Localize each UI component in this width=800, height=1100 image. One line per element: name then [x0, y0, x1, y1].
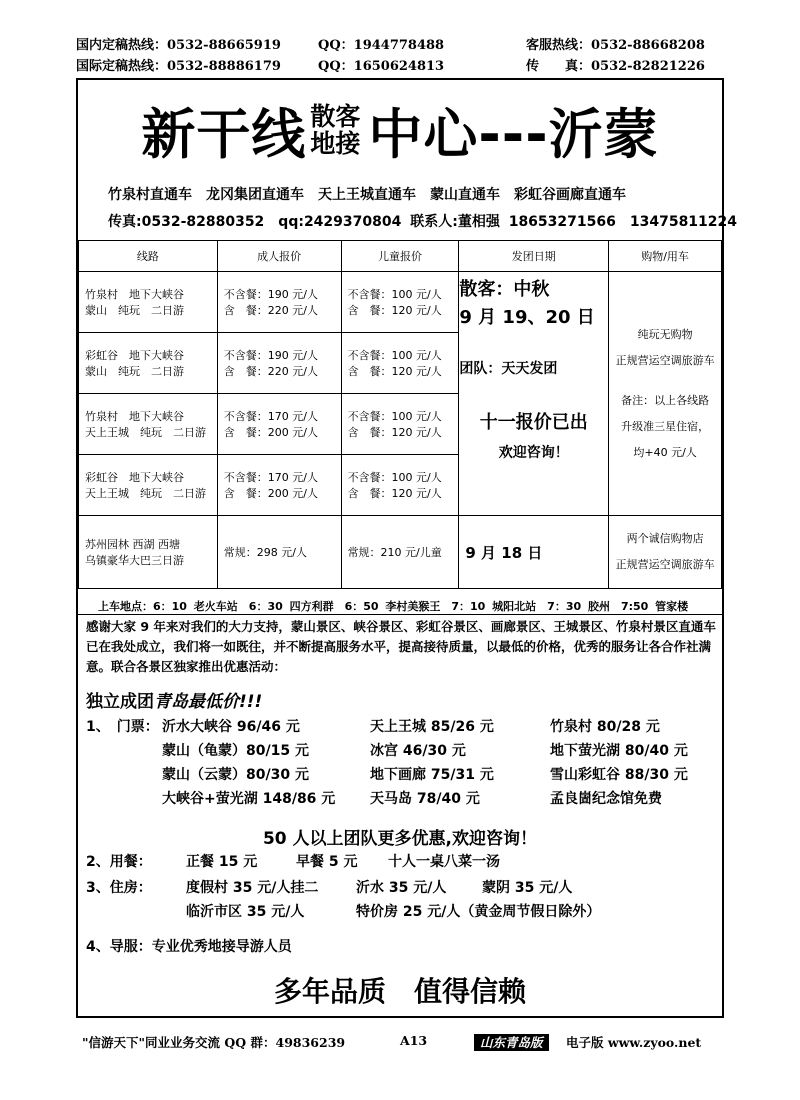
child-price: 不含餐：100 元/人	[347, 349, 442, 362]
route-line: 彩虹谷 地下大峡谷	[85, 471, 184, 484]
adult-price: 含 餐：220 元/人	[223, 304, 318, 317]
lodging-price: 沂水 35 元/人	[356, 880, 447, 896]
shop-line: 两个诚信购物店	[626, 532, 704, 545]
promo-emphasis: 青岛最低价!!!	[154, 692, 263, 712]
route-line: 乌镇豪华大巴三日游	[85, 554, 184, 567]
ticket-price: 冰宫 46/30 元	[370, 743, 466, 759]
route-line: 竹泉村 地下大峡谷	[85, 410, 184, 423]
qq-group: "信游天下"同业业务交流 QQ 群：49836239	[82, 1035, 346, 1050]
qq-number-2: QQ：1650624813	[318, 59, 445, 74]
shop-line: 均+40 元/人	[633, 445, 697, 459]
price-table	[78, 240, 722, 589]
table-header: 儿童报价	[341, 241, 459, 272]
table-header: 线路	[79, 241, 218, 272]
international-hotline: 国际定稿热线：0532-88886179	[76, 59, 281, 74]
child-price: 含 餐：120 元/人	[347, 304, 442, 317]
departure-date: 9 月 18 日	[459, 516, 609, 589]
table-row	[79, 272, 722, 333]
promo-prefix: 独立成团	[86, 692, 154, 712]
ticket-price: 竹泉村 80/28 元	[550, 719, 660, 735]
lodging-price: 度假村 35 元/人挂二	[186, 880, 319, 896]
shop-line: 正规营运空调旅游车	[615, 558, 715, 571]
title-stack-top: 散客	[310, 102, 361, 131]
shop-line: 纯玩无购物	[637, 327, 693, 341]
route-line: 蒙山 纯玩 二日游	[85, 365, 184, 378]
slogan: 多年品质 值得信赖	[273, 975, 526, 1008]
meals-label: 2、用餐：	[86, 854, 152, 870]
adult-price: 常规：298 元/人	[217, 516, 341, 589]
shop-line: 正规营运空调旅游车	[615, 353, 715, 367]
child-price: 含 餐：120 元/人	[347, 365, 442, 378]
website: 电子版 www.zyoo.net	[566, 1035, 702, 1050]
ad-title	[78, 90, 722, 170]
routes-line: 竹泉村直通车 龙冈集团直通车 天上王城直通车 蒙山直通车 彩虹谷画廊直通车	[108, 187, 626, 203]
adult-price: 不含餐：190 元/人	[223, 349, 318, 362]
pickup-locations: 上车地点：6：10 老火车站 6：30 四方利群 6：50 李村美猴王 7：10 城阳北站 7：30 胶州 7:50 管家楼	[98, 600, 689, 613]
title-stack-bottom: 地接	[310, 129, 361, 158]
lodging-price: 蒙阴 35 元/人	[482, 880, 573, 896]
route-line: 蒙山 纯玩 二日游	[85, 304, 184, 317]
dates-line: 欢迎咨询！	[498, 445, 569, 461]
table-header: 购物/用车	[609, 241, 722, 272]
logo-text: 山东青岛版	[474, 1034, 549, 1051]
child-price: 含 餐：120 元/人	[347, 487, 442, 500]
title-stack	[310, 103, 360, 157]
adult-price: 不含餐：170 元/人	[223, 410, 318, 423]
dates-line: 9 月 19、20 日	[459, 307, 595, 328]
dates-line: 十一报价已出	[479, 412, 588, 433]
table-header-row	[79, 241, 722, 272]
ticket-price: 大峡谷+萤光湖 148/86 元	[162, 791, 336, 807]
ticket-price: 雪山彩虹谷 88/30 元	[550, 767, 688, 783]
departure-dates	[459, 272, 609, 516]
tickets-label: 1、 门票：	[86, 719, 159, 735]
lodging-price: 特价房 25 元/人（黄金周节假日除外）	[356, 904, 601, 920]
table-header: 发团日期	[459, 241, 609, 272]
child-price: 不含餐：100 元/人	[347, 410, 442, 423]
ticket-price: 蒙山（龟蒙）80/15 元	[162, 743, 309, 759]
child-price: 不含餐：100 元/人	[347, 288, 442, 301]
lodging-price: 临沂市区 35 元/人	[186, 904, 305, 920]
intro-paragraph: 感谢大家 9 年来对我们的大力支持，蒙山景区、峡谷景区、彩虹谷景区、画廊景区、王城景区、竹泉村景区直通车已在我处成立，我们将一如既往，并不断提高服务水平，提高接待质量，以最低的价格，优秀的服务让各合作社满意。联合各景区独家推出优惠活动：	[86, 619, 716, 674]
ticket-price: 地下画廊 75/31 元	[370, 767, 494, 783]
route-line: 天上王城 纯玩 二日游	[85, 487, 206, 500]
footer-logo	[474, 1033, 549, 1051]
contact-line: 传真:0532-82880352 qq:2429370804 联系人:董相强 18653271566 13475811224	[108, 214, 738, 230]
fax-number: 传 真：0532-82821226	[526, 59, 705, 74]
qq-number-1: QQ：1944778488	[318, 38, 445, 53]
route-line: 天上王城 纯玩 二日游	[85, 426, 206, 439]
dates-line: 团队：天天发团	[459, 361, 558, 377]
shop-line: 升级准三星住宿，	[621, 419, 710, 433]
domestic-hotline: 国内定稿热线：0532-88665919	[76, 38, 281, 53]
route-line: 竹泉村 地下大峡谷	[85, 288, 184, 301]
group-offer: 50 人以上团队更多优惠,欢迎咨询！	[262, 829, 538, 849]
adult-price: 不含餐：170 元/人	[223, 471, 318, 484]
child-price: 常规：210 元/儿童	[341, 516, 459, 589]
adult-price: 含 餐：200 元/人	[223, 487, 318, 500]
table-header: 成人报价	[217, 241, 341, 272]
table-row	[79, 516, 722, 589]
ticket-price: 地下萤光湖 80/40 元	[550, 743, 688, 759]
ticket-price: 沂水大峡谷 96/46 元	[162, 719, 300, 735]
page-number: A13	[400, 1033, 428, 1048]
guide-service: 4、导服：专业优秀地接导游人员	[86, 939, 292, 955]
ticket-price: 蒙山（云蒙）80/30 元	[162, 767, 309, 783]
divider	[78, 614, 722, 615]
adult-price: 不含餐：190 元/人	[223, 288, 318, 301]
adult-price: 含 餐：200 元/人	[223, 426, 318, 439]
title-left: 新干线	[141, 102, 307, 166]
shop-line: 备注：以上各线路	[621, 393, 710, 407]
adult-price: 含 餐：220 元/人	[223, 365, 318, 378]
title-right: 中心---沂蒙	[368, 102, 659, 166]
dates-line: 散客：中秋	[459, 279, 550, 300]
ticket-price: 天上王城 85/26 元	[370, 719, 494, 735]
child-price: 含 餐：120 元/人	[347, 426, 442, 439]
route-line: 苏州园林 西湖 西塘	[85, 538, 180, 551]
meal-price: 正餐 15 元	[186, 854, 258, 870]
service-hotline: 客服热线：0532-88668208	[526, 38, 705, 53]
meal-price: 十人一桌八菜一汤	[388, 854, 500, 870]
advertisement-box	[76, 78, 738, 1018]
promo-heading	[86, 687, 262, 712]
route-line: 彩虹谷 地下大峡谷	[85, 349, 184, 362]
meal-price: 早餐 5 元	[296, 854, 358, 870]
ticket-price: 孟良崮纪念馆免费	[550, 791, 662, 807]
child-price: 不含餐：100 元/人	[347, 471, 442, 484]
lodging-label: 3、住房：	[86, 880, 152, 896]
ticket-price: 天马岛 78/40 元	[370, 791, 480, 807]
shopping-info	[609, 272, 722, 516]
